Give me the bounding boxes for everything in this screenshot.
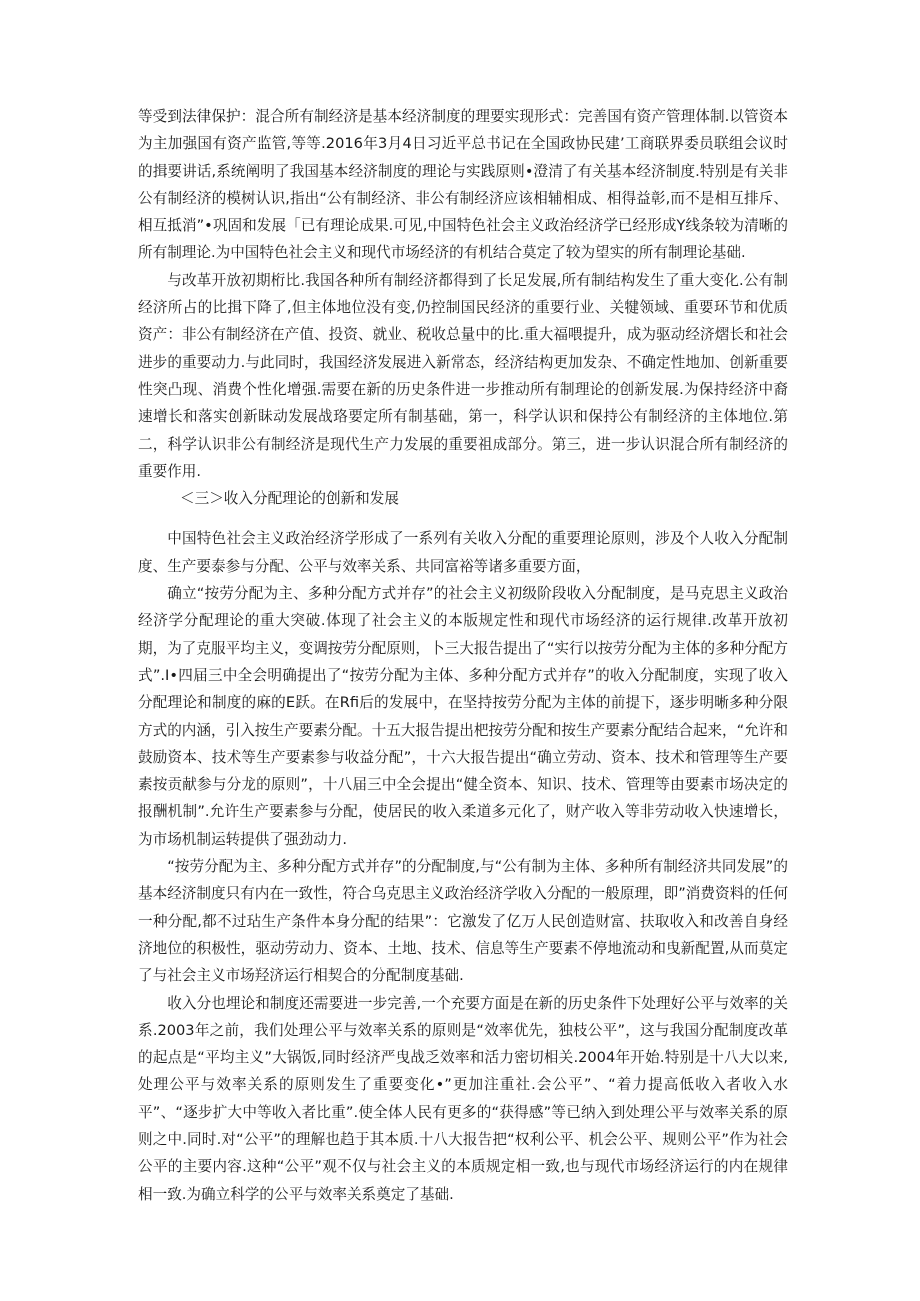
paragraph-distribution-system-establishment: 确立“按劳分配为主、多种分配方式并存”的社会主义初级阶段收入分配制度，是马克思主义政治经济学分配理论的重大突破.体现了社会主义的本版规定性和现代市场经济的运行规律.改革开放初期，为了克服平均主义，变调按劳分配原则，卜三大报告提出了“实行以按劳分配为主体的多种分配方式”.I•四届三中全会明确提出了“按劳分配为主体、多种分配方式并存”的收入分配制度，实现了收入分配理论和制度的麻的E跃。在Rfi后的发展中，在坚持按劳分配为主体的前提下，逐步明晰多种分限方式的内涵，引入按生产要素分配。十五大报告提出杷按劳分配和按生产要素分配结合起来，“允许和鼓励资本、技术等生产要素参与收益分配”，十六大报告提出“确立劳动、资本、技术和管理等生产要素按贡献参与分龙的原则”，十八届三中全会提出“健全资本、知识、技术、管理等由要素市场决定的报酬机制”.允许生产要素参与分配，使居民的收入柔道多元化了，财产收入等非劳动收入快速增长，为市场机制运转提供了强劲动力.: [138, 585, 788, 848]
paragraph-distribution-system-consistency: “按劳分配为主、多种分配方式并存”的分配制度,与“公有制为主体、多种所有制经济共同发展”的基本经济制度只有内在一致性，符合乌克思主义政治经济学收入分配的一般原理，即”消费资料的任何一种分配,都不过玷生产条件本身分配的结果”：它激发了亿万人民创造财富、扶取收入和改善自身经济地位的积极性，驱动劳动力、资本、土地、技术、信息等生产要素不停地流动和曳新配置,从而莫定了与社会主义市场羟济运行相契合的分配制度基础.: [138, 858, 788, 985]
section-heading-income-distribution: ＜三＞收入分配理论的创新和发展: [180, 490, 399, 508]
paragraph-income-distribution-principles: 中国特色社会主义政治经济学形成了一系列有关收入分配的重要理论原则，涉及个人收入分配制度、生产要泰参与分配、公平与效率关系、共同富裕等诸多重要方面，: [138, 530, 788, 575]
paragraph-ownership-theory-continued: 等受到法律保护：混合所有制经济是基本经济制度的理要实现形式：完善国有资产管理体制.以管资本为主加强国有资产监管,等等.2016年3月4日习近平总书记在全国政协民建’工商联界委员联组会议时的揖要讲话,系统阐明了我国基本经济制度的理论与实践原则•澄清了有关基本经济制度.特别是有关非公有制经济的模树认识,指出“公有制经济、非公有制经济应该相辅相成、相得益彰,而不是相互排斥、相互抵消”•巩固和发展「已有理论成果.可见,中国特色社会主义政治经济学已经形成Y线条较为清晰的所有制理论.为中国特色社会主义和现代市场经济的有机结合莫定了较为望实的所有制理论基础.: [138, 108, 788, 262]
paragraph-ownership-structure-change: 与改革开放初期桁比.我国各种所有制经济都得到了长足发展,所有制结构发生了重大变化.公有制经济所占的比揖下降了,但主体地位没有变,仍控制国民经济的重要行业、关犍领域、重要环节和优质资产：非公有制经济在产值、投资、就业、税收总量中的比.重大福喂提升，成为驱动经济熠长和社会进步的重要动力.与此同时，我国经济发展进入新常态，经济结构更加发杂、不确定性地加、创新重要性突凸现、消费个性化增强.需要在新的历史条件进一步推动所有制理论的创新发展.为保持经济中裔速增长和落实创新眛动发展战珞要定所有制基础，第一，科学认识和保持公有制经济的主体地位.第二，科学认识非公有制经济是现代生产力发展的重要祖成部分。第三，进一步认识混合所有制经济的重要作用.: [138, 271, 788, 480]
document-page: [138, 103, 788, 1208]
paragraph-equity-efficiency: 收入分也埋论和制度还需要进一步完善,一个充要方面是在新的历史条件下处理好公平与效率的关系.2003年之前，我们处理公平与效率关系的原则是“效率优先，独枝公平”，这与我国分配制度改革的起点是“平均主义”大锅饭,同时经济严曳战乏效率和活力密切相关.2004年开始.特别是十八大以来,处理公平与效率关系的原则发生了重要变化•”更加注重社.会公平”、“着力提高低收入者收入水平”、“逐步扩大中等收入者比重”.使全体人民有更多的“获得感”等已纳入到处理公平与效率关系的原则之中.同时.对“公平”的理解也趋于其本质.十八大报告把“权利公平、机会公平、规则公平”作为社会公平的主要内容.这种“公平”观不仅与社会主义的本质规定相一致,也与现代市场经济运行的内在规律相一致.为确立科学的公平与效率关系奠定了基础.: [138, 994, 788, 1203]
